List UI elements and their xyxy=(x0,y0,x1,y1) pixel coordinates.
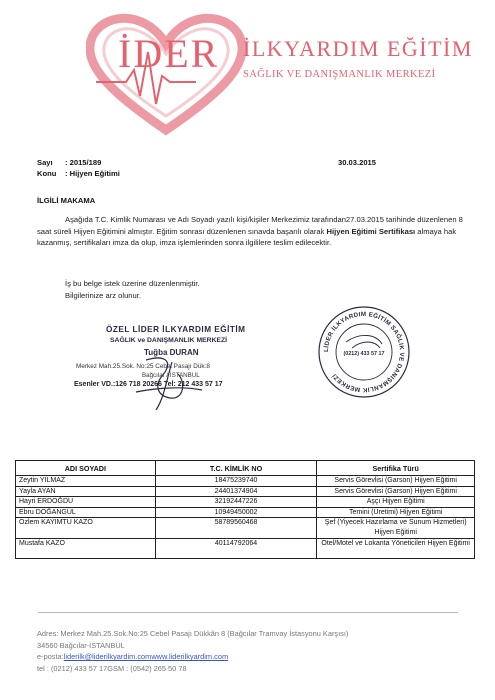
cell-tc: 18475239740 xyxy=(155,476,317,487)
footer-contact-line xyxy=(37,651,477,663)
cell-name: Ebru DOĞANGÜL xyxy=(16,507,156,518)
konu-value: : Hijyen Eğitimi xyxy=(65,169,120,178)
footer-divider xyxy=(38,612,458,613)
body-text-part-c: almaya hak kazanmış, sertifikaları imza da olup, imza işlemlerinden sonra ilgililere teslim edilecektir. xyxy=(37,226,457,248)
footer-phone: tel : (0212) 433 57 17GSM : (0542) 265 50 78 xyxy=(37,663,187,673)
stamp-ring-text: LİDER İLKYARDIM EĞİTİM SAĞLIK VE DANIŞMANLIK MERKEZİ xyxy=(322,310,406,394)
logo-wordmark: İDER xyxy=(118,31,220,76)
round-stamp xyxy=(316,304,412,400)
footer xyxy=(37,628,477,674)
cell-certificate: Temini (Üretimi) Hijyen Eğitimi xyxy=(317,507,475,518)
cell-name: Hayri ERDOĞDU xyxy=(16,497,156,508)
sayi-value: : 2015/189 xyxy=(65,158,102,167)
table-row xyxy=(16,476,475,487)
cell-certificate: Servis Görevlisi (Garson) Hijyen Eğitimi xyxy=(317,476,475,487)
email-label: e-posta: xyxy=(37,652,64,662)
stamp-line-1: ÖZEL LİDER İLKYARDIM EĞİTİM xyxy=(106,325,246,334)
sayi-label: Sayı xyxy=(37,158,53,167)
document-date: 30.03.2015 xyxy=(338,158,377,167)
website-link[interactable]: www.liderilkyardim.com xyxy=(151,652,229,662)
email-link[interactable]: liderilk@liderilkyardim.com xyxy=(63,652,152,662)
column-header-certificate: Sertifika Türü xyxy=(317,461,475,476)
cell-name: Mustafa KAZO xyxy=(16,538,156,558)
handwritten-signature xyxy=(126,352,206,414)
stamp-line-5: Bağcılar / İSTANBUL xyxy=(142,372,200,379)
stamp-line-6: Esenler VD.:126 718 20266 Tel: 212 433 57 17 xyxy=(74,381,223,388)
body-text-part-a: Aşağıda T.C. Kimlik Numarası ve Adı Soyadı yazılı kişi/kişiler Merkezimiz tarafından27.03.2015 tarihinde düzenlenen 8 saat süreli Hijyen Eğitimini almıştır. Eğitim sonrası düzenlenen sınavda başarılı olarak xyxy=(37,215,463,236)
company-stamp xyxy=(62,322,262,412)
cell-tc: 32192447226 xyxy=(155,497,317,508)
table-row xyxy=(16,507,475,518)
table-header-row xyxy=(16,461,475,476)
stamp-line-4: Merkez Mah.25.Sok. No:25 Cebel Pasajı Dük:8 xyxy=(76,363,210,370)
footer-address-line-1: Adres: Merkez Mah.25.Sok.No:25 Cebel Pasajı Dükkân 8 (Bağcılar Tramvay İstasyonu Karşısı) xyxy=(37,629,349,638)
body-paragraph-1 xyxy=(37,214,467,249)
cell-certificate: Aşçı Hijyen Eğitimi xyxy=(317,497,475,508)
cell-tc: 10949450002 xyxy=(155,507,317,518)
cell-tc: 24401374904 xyxy=(155,486,317,497)
cell-certificate: Şef (Yiyecek Hazırlama ve Sunum Hizmetleri) Hijyen Eğitimi xyxy=(317,518,475,538)
cell-name: Yayla AYAN xyxy=(16,486,156,497)
body-paragraph-2 xyxy=(65,278,365,301)
column-header-name: ADI SOYADI xyxy=(16,461,156,476)
body-text-bold: Hijyen Eğitimi Sertifikası xyxy=(326,226,416,236)
table-row xyxy=(16,497,475,508)
konu-label: Konu xyxy=(37,169,57,178)
konu-line xyxy=(37,169,120,178)
column-header-tc: T.C. KİMLİK NO xyxy=(155,461,317,476)
cell-certificate: Otel/Motel ve Lokanta Yöneticileri Hijyen Eğitimi xyxy=(317,538,475,558)
participants-table xyxy=(15,460,475,559)
organization-subtitle: SAĞLIK VE DANIŞMANLIK MERKEZİ xyxy=(243,69,436,80)
cell-name: Zeytin YILMAZ xyxy=(16,476,156,487)
cell-certificate: Servis Görevlisi (Garson) Hijyen Eğitimi xyxy=(317,486,475,497)
table-row xyxy=(16,486,475,497)
table-row xyxy=(16,538,475,558)
organization-title: İLKYARDIM EĞİTİM xyxy=(243,36,473,61)
body-closing-line-2: Bilgilerinize arz olunur. xyxy=(65,290,141,300)
addressee: İLGİLİ MAKAMA xyxy=(37,196,96,205)
stamp-line-3: Tuğba DURAN xyxy=(144,348,199,357)
cell-tc: 40114792064 xyxy=(155,538,317,558)
stamp-center-text: (0212) 433 57 17 xyxy=(343,351,385,357)
footer-address-line-2: 34560 Bağcılar-İSTANBUL xyxy=(37,640,125,650)
table-row xyxy=(16,518,475,538)
sayi-line xyxy=(37,158,101,167)
body-closing-line-1: İş bu belge istek üzerine düzenlenmiştir. xyxy=(65,279,200,288)
cell-tc: 58789560468 xyxy=(155,518,317,538)
cell-name: Özlem KAYIMTU KAZO xyxy=(16,518,156,538)
stamp-line-2: SAĞLIK ve DANIŞMANLIK MERKEZİ xyxy=(110,337,228,344)
